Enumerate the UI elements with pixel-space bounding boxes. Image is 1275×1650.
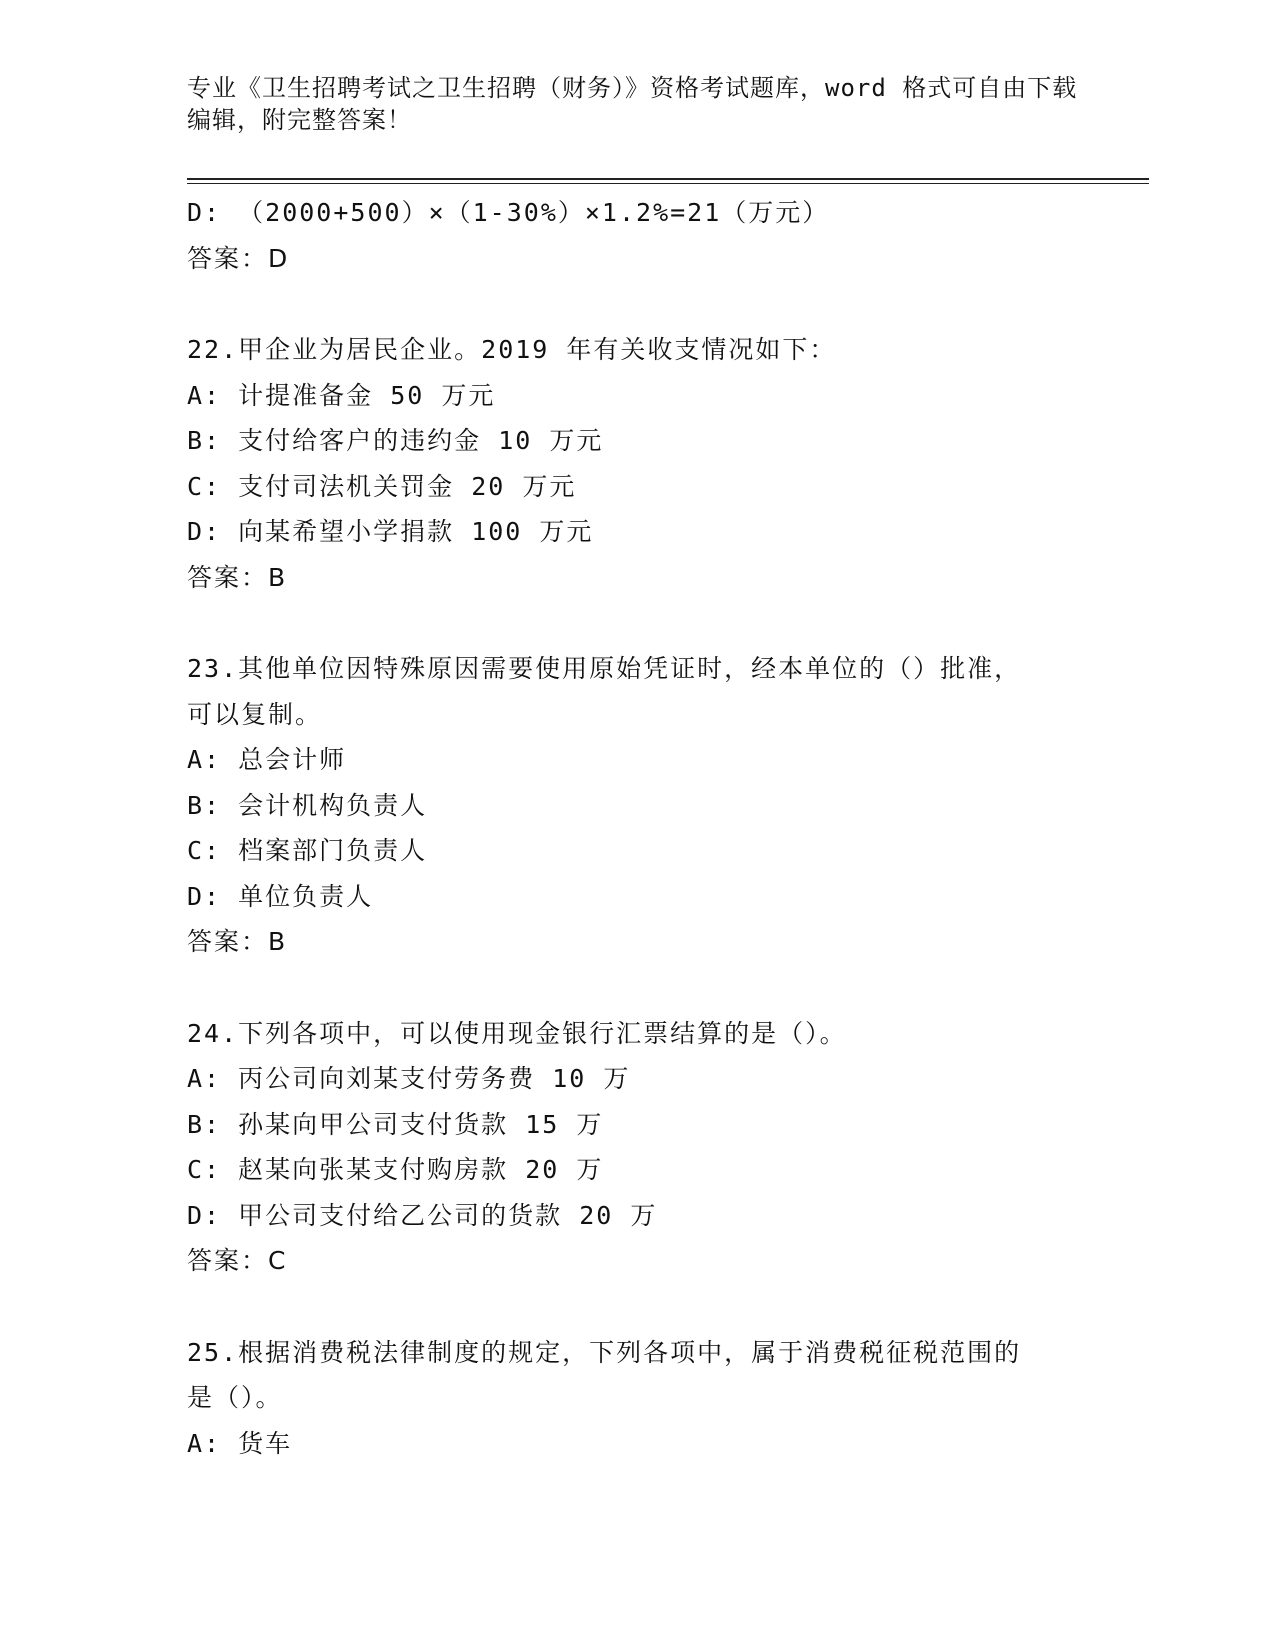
question-22-option-c: C: 支付司法机关罚金 20 万元 (187, 471, 577, 501)
question-22-option-a: A: 计提准备金 50 万元 (187, 380, 496, 410)
document-body (187, 190, 1087, 1466)
question-24-option-a: A: 丙公司向刘某支付劳务费 10 万 (187, 1064, 631, 1093)
question-24-stem: 24.下列各项中，可以使用现金银行汇票结算的是（）。 (187, 1018, 847, 1048)
spacer (187, 600, 1087, 646)
spacer (187, 965, 1087, 1011)
spacer (187, 281, 1087, 327)
question-25-option-a: A: 货车 (187, 1428, 293, 1458)
question-24-answer: 答案：C (187, 1246, 288, 1275)
header-divider-thick (187, 178, 1149, 180)
header-line-1: 专业《卫生招聘考试之卫生招聘（财务）》资格考试题库，word 格式可自由下载 (187, 74, 1078, 102)
spacer (187, 1284, 1087, 1330)
question-23-option-b: B: 会计机构负责人 (187, 790, 428, 820)
question-23-stem-cont: 可以复制。 (187, 699, 323, 729)
question-25-stem-cont: 是（）。 (187, 1383, 283, 1412)
question-22-answer: 答案：B (187, 562, 288, 592)
question-22-option-b: B: 支付给客户的违约金 10 万元 (187, 426, 604, 455)
question-22-stem: 22.甲企业为居民企业。2019 年有关收支情况如下： (187, 335, 837, 364)
header-divider-thin (187, 183, 1149, 184)
question-22-option-d: D: 向某希望小学捐款 100 万元 (187, 517, 594, 546)
question-25-stem: 25.根据消费税法律制度的规定，下列各项中，属于消费税征税范围的 (187, 1337, 1022, 1367)
header-line-2: 编辑，附完整答案！ (187, 106, 412, 134)
question-23-answer: 答案：B (187, 927, 288, 956)
question-23-option-c: C: 档案部门负责人 (187, 836, 428, 865)
question-24-option-b: B: 孙某向甲公司支付货款 15 万 (187, 1109, 604, 1139)
document-header (187, 72, 1087, 136)
question-24-option-c: C: 赵某向张某支付购房款 20 万 (187, 1155, 604, 1184)
question-23-stem: 23.其他单位因特殊原因需要使用原始凭证时，经本单位的（）批准， (187, 654, 1022, 683)
question-23-option-a: A: 总会计师 (187, 745, 347, 774)
question-23-option-d: D: 单位负责人 (187, 881, 374, 911)
option-d: D: （2000+500）×（1-30%）×1.2%=21（万元） (187, 198, 830, 227)
question-24-option-d: D: 甲公司支付给乙公司的货款 20 万 (187, 1200, 658, 1230)
answer-line: 答案：D (187, 243, 290, 273)
